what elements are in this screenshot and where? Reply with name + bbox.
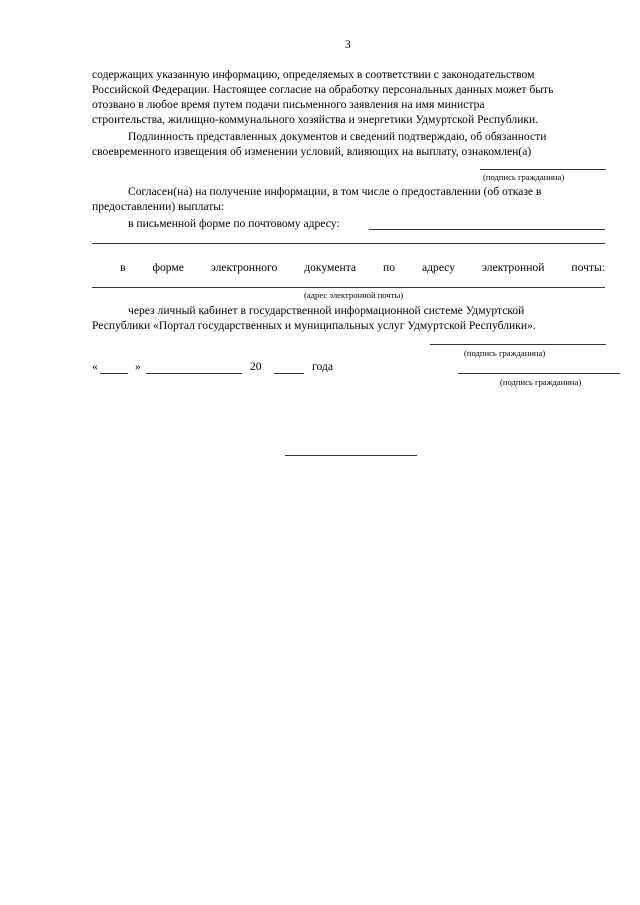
- electronic-word-2: форме: [152, 261, 184, 274]
- date-century: 20: [250, 360, 262, 373]
- date-open-quote: «: [92, 360, 98, 373]
- electronic-word-1: в: [120, 261, 126, 274]
- signature-line-2[interactable]: [430, 344, 606, 345]
- electronic-word-6: адресу: [422, 261, 456, 274]
- paragraph1-line-2: Российской Федерации. Настоящее согласие на обработку персональных данных может быть: [92, 83, 554, 96]
- date-year-field[interactable]: [274, 373, 304, 374]
- signature-caption-2: (подпись гражданина): [464, 348, 546, 358]
- email-caption: (адрес электронной почты): [304, 290, 404, 300]
- electronic-word-8: почты:: [571, 261, 605, 274]
- paragraph1-line-1: содержащих указанную информацию, определяемых в соответствии с законодательством: [92, 68, 535, 81]
- paragraph3-line-1: Согласен(на) на получение информации, в том числе о предоставлении (об отказе в: [128, 185, 542, 198]
- email-address-field[interactable]: [92, 287, 605, 288]
- signature-line[interactable]: [480, 169, 606, 170]
- electronic-word-4: документа: [304, 261, 357, 274]
- paragraph2-line-2: своевременного извещения об изменении условий, влияющих на выплату, ознакомлен(а): [92, 145, 532, 158]
- electronic-word-3: электронного: [210, 261, 278, 274]
- paragraph1-line-4: строительства, жилищно-коммунального хозяйства и энергетики Удмуртской Республики.: [92, 113, 539, 126]
- signature-line-3[interactable]: [458, 373, 620, 374]
- date-close-quote: »: [135, 360, 141, 373]
- closing-separator: [285, 455, 417, 456]
- paragraph2-line-1: Подлинность представленных документов и сведений подтверждаю, об обязанности: [128, 130, 547, 143]
- electronic-word-5: по: [383, 261, 396, 274]
- date-month-field[interactable]: [146, 373, 242, 374]
- postal-address-field[interactable]: [369, 229, 605, 230]
- postal-address-field-continued[interactable]: [92, 243, 605, 244]
- date-day-field[interactable]: [100, 373, 128, 374]
- signature-caption: (подпись гражданина): [483, 172, 565, 182]
- paragraph1-line-3: отозвано в любое время путем подачи письменного заявления на имя министра: [92, 98, 485, 111]
- date-year-word: года: [312, 360, 333, 373]
- postal-address-label: в письменной форме по почтовому адресу:: [128, 217, 340, 230]
- paragraph4-line-1: через личный кабинет в государственной информационной системе Удмуртской: [128, 304, 525, 317]
- page-number: 3: [345, 38, 351, 51]
- electronic-word-7: электронной: [482, 261, 545, 274]
- signature-caption-3: (подпись гражданина): [500, 377, 582, 387]
- paragraph4-line-2: Республики «Портал государственных и муниципальных услуг Удмуртской Республики».: [92, 319, 536, 332]
- paragraph3-line-2: предоставлении) выплаты:: [92, 200, 225, 213]
- electronic-document-line: [120, 260, 605, 275]
